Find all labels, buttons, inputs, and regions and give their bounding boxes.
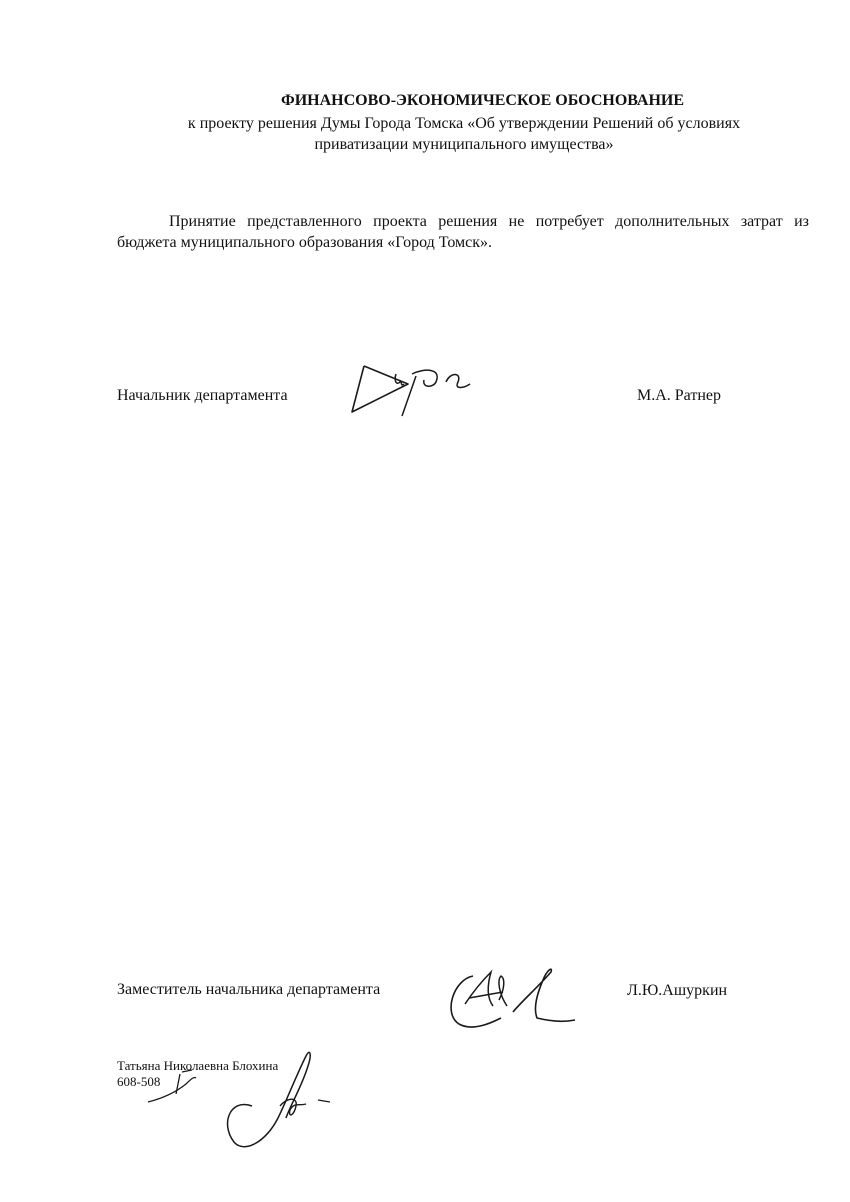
deputy-handwritten-signature [443, 962, 578, 1038]
body-paragraph: Принятие представленного проекта решения не потребует дополнительных затрат из бюджета муниципального образования «Город Томск». [117, 213, 809, 251]
subtitle-line-2: приватизации муниципального имущества» [314, 136, 614, 153]
deputy-name: Л.Ю.Ашуркин [627, 982, 728, 999]
contact-person: Татьяна Николаевна Блохина [117, 1058, 279, 1073]
head-name: М.А. Ратнер [637, 387, 722, 404]
deputy-position-label: Заместитель начальника департамента [117, 981, 381, 998]
subtitle-line-1: к проекту решения Думы Города Томска «Об утверждении Решений об условиях [187, 115, 741, 132]
head-position-label: Начальник департамента [117, 387, 288, 404]
document-subtitle [150, 113, 778, 155]
head-handwritten-signature [350, 358, 475, 420]
document-title: ФИНАНСОВО-ЭКОНОМИЧЕСКОЕ ОБОСНОВАНИЕ [280, 92, 685, 109]
executor-handwritten-signature [140, 1046, 340, 1156]
contact-phone: 608-508 [117, 1074, 161, 1089]
